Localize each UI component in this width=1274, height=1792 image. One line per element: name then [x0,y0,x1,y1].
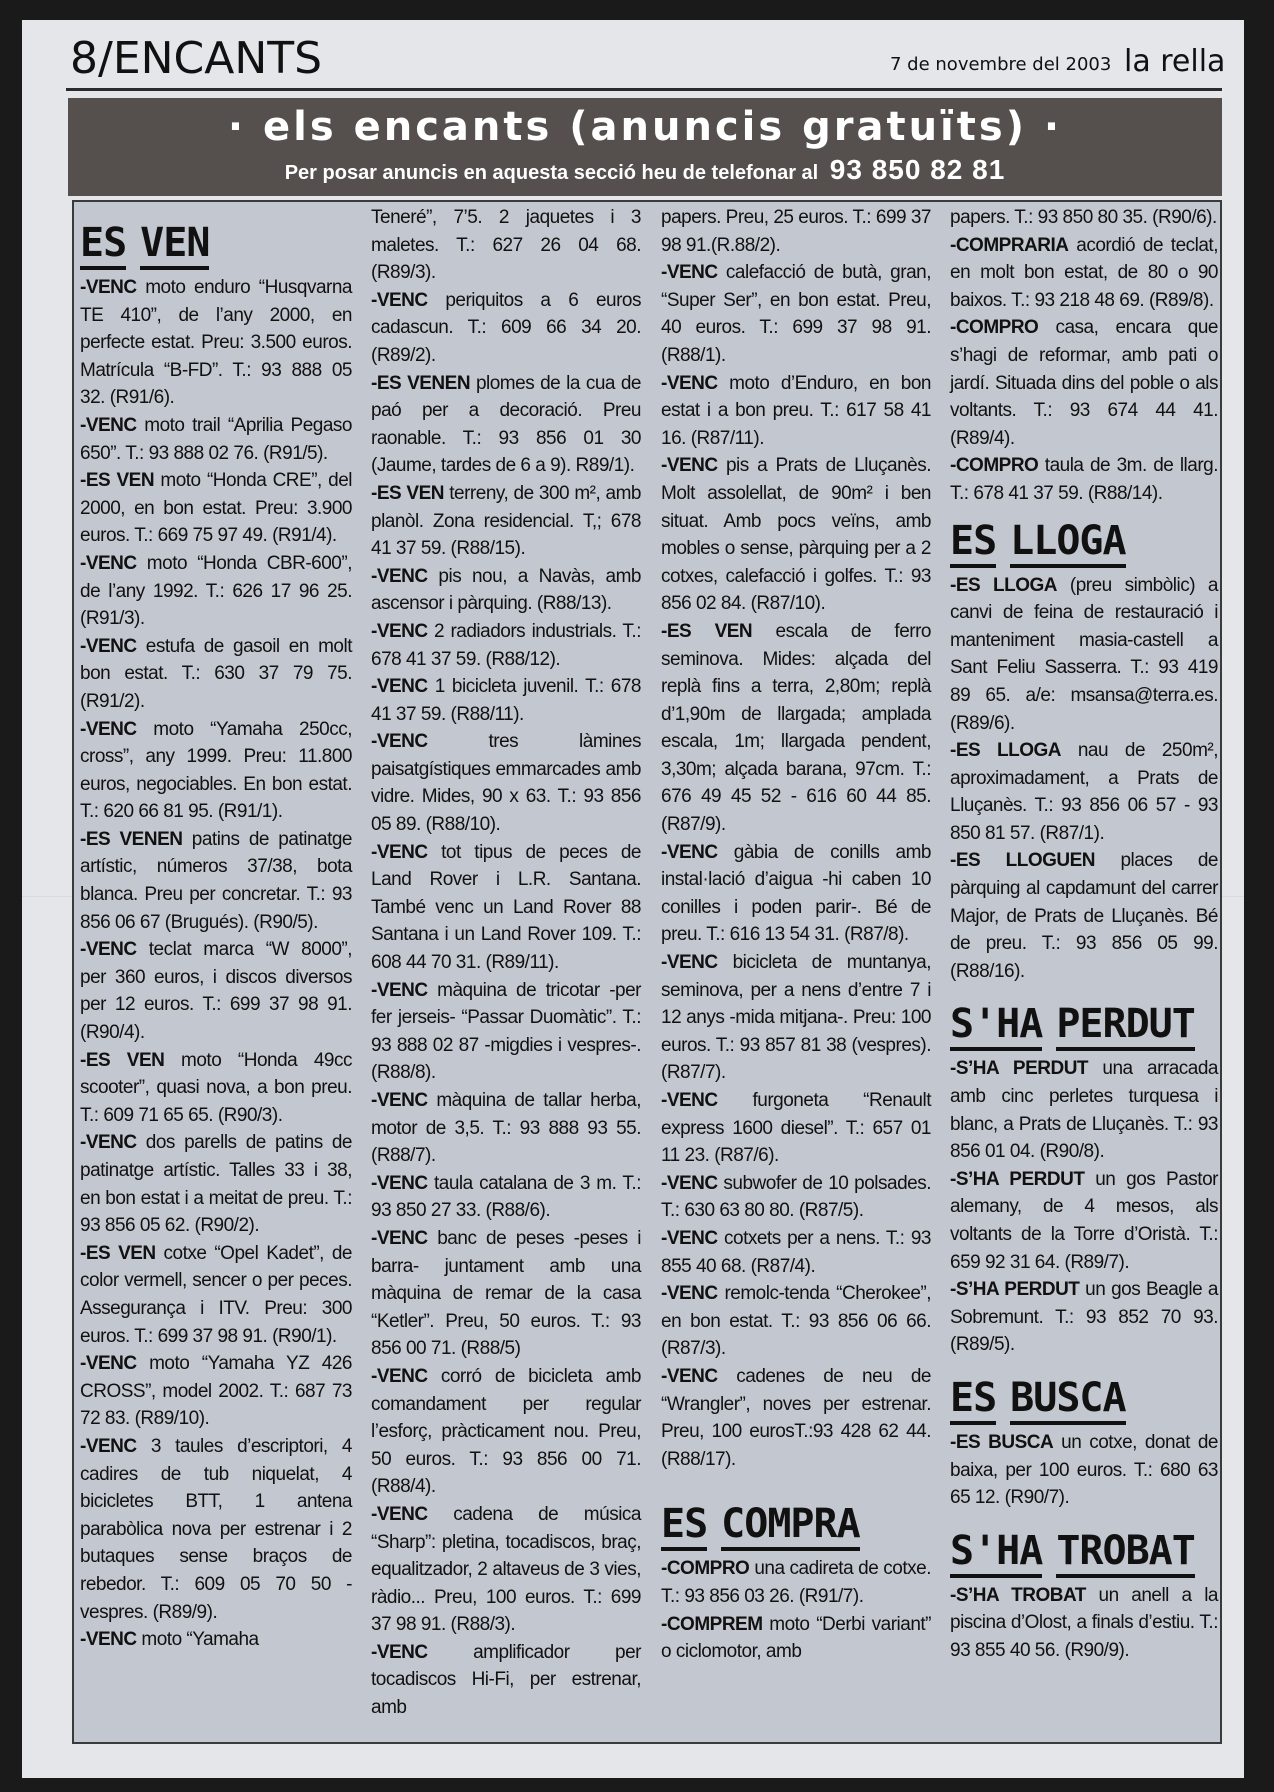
ad-keyword: -S’HA PERDUT [950,1279,1080,1301]
ad-text: cotxe “Opel Kadet”, de color vermell, sencer o per peces. Assegurança i ITV. Preu: 300 euros. T.: 699 37 98 91. (R90/1). [80,1242,352,1347]
classified-ad [950,452,1218,507]
classified-ad [950,204,1218,232]
classified-ad [950,1429,1218,1512]
ad-text: gàbia de conills amb instal·lació d’aigua -hi caben 10 conilles i poden parir-. Bé de preu. T.: 616 13 54 31. (R87/8). [661,841,931,946]
classified-ad [371,204,641,287]
ad-keyword: -COMPRARIA [950,234,1069,256]
ad-keyword: -S’HA TROBAT [950,1584,1086,1606]
ads-list [661,1555,931,1665]
ad-keyword: -VENC [661,1172,718,1194]
classified-ad [371,563,641,618]
classified-ad [80,1240,352,1350]
ad-text: bicicleta de muntanya, seminova, per a nens d’entre 7 i 12 anys -mida mitjana-. Preu: 100 euros. T.: 93 857 81 38 (vespres). (R87/7). [661,952,931,1084]
ad-keyword: -VENC [661,1227,718,1249]
heading-word: LLOGA [1010,518,1125,568]
classified-ad [371,370,641,480]
heading-es-busca [950,1369,1218,1427]
ad-keyword: -VENC [371,676,428,698]
ad-keyword: -COMPRO [661,1558,750,1580]
column-2 [371,204,641,1722]
heading-word: VEN [140,220,209,270]
ad-keyword: -VENC [371,1172,428,1194]
ad-text: cadena de música “Sharp”: pletina, tocadiscos, braç, equalitzador, 2 altaveus de 3 vies, ràdio... Preu, 100 euros. T.: 699 37 98 91. (R88/3). [371,1503,641,1636]
classified-ad [371,287,641,370]
classified-ad [371,1363,641,1501]
ad-text: moto d’Enduro, en bon estat i a bon preu. T.: 617 58 41 16. (R87/11). [661,372,931,449]
classified-ad [371,1501,641,1639]
ad-text: màquina de tricotar -per fer jerseis- “Passar Duomàtic”. T.: 93 888 02 87 -migdies i vespres-. (R88/8). [371,979,641,1084]
heading-es-ven [80,214,352,272]
ad-keyword: -VENC [661,372,718,394]
ad-keyword: -VENC [661,952,718,974]
ad-keyword: -VENC [661,1365,718,1387]
ad-text: moto “Honda CBR-600”, de l’any 1992. T.: 626 17 96 25. (R91/3). [80,552,352,630]
classified-ad [950,847,1218,985]
ad-text: plomes de la cua de paó per a decoració. Preu raonable. T.: 93 856 01 30 (Jaume, tardes de 6 a 9). R89/1). [371,372,641,477]
classified-ad [661,1363,931,1473]
classified-ad [661,370,931,453]
ad-text: acordió de teclat, en molt bon estat, de 80 o 90 baixos. T.: 93 218 48 69. (R89/8). [950,234,1218,311]
classified-ad [80,550,352,633]
heading-word: S'HA [950,1528,1042,1578]
ad-keyword: -VENC [80,939,137,961]
ad-keyword: -VENC [80,1435,137,1457]
header-rule [66,88,1222,91]
classified-ad [950,572,1218,738]
ad-keyword: -VENC [661,455,718,477]
ad-text: terreny, de 300 m², amb planòl. Zona residencial. T,; 678 41 37 59. (R88/15). [371,482,641,560]
ad-keyword: -ES VEN [80,1242,156,1264]
ad-keyword: -VENC [371,620,428,642]
ad-text: 3 taules d’escriptori, 4 cadires de tub niquelat, 4 bicicletes BTT, 1 antena parabòlica nova per estrenar i 2 butaques sense braços de rebedor. T.: 609 05 70 50 -vespres. (R89/9). [80,1435,352,1623]
classified-ad [371,1087,641,1170]
ads-list [950,204,1218,508]
ad-text: pis a Prats de Lluçanès. Molt assolellat, de 90m² i ben situat. Amb pocs veïns, amb mobles o sense, pàrquing per a 2 cotxes, calefacció i golfes. T.: 93 856 02 84. (R87/10). [661,455,931,615]
heading-sha-trobat [950,1522,1218,1580]
heading-word: ES [80,220,126,270]
ad-text: un gos Beagle a Sobremunt. T.: 93 852 70 93. (R89/5). [950,1279,1218,1356]
classified-ad [950,1582,1218,1665]
ad-keyword: -VENC [371,1090,428,1111]
banner-subtitle [68,154,1222,186]
ad-text: nau de 250m², aproximadament, a Prats de Lluçanès. T.: 93 856 06 57 - 93 850 81 57. (R87/1). [950,740,1218,844]
ad-keyword: -VENC [371,841,428,863]
classified-ad [80,1350,352,1433]
ad-keyword: -COMPRO [950,455,1039,477]
ad-text: moto “Honda 49cc scooter”, quasi nova, a bon preu. T.: 609 71 65 65. (R90/3). [80,1049,352,1126]
classified-ad [371,673,641,728]
ad-text: moto “Yamaha 250cc, cross”, any 1999. Preu: 11.800 euros, negociables. En bon estat. T.: 620 66 81 95. (R91/1). [80,718,352,823]
ad-text: banc de peses -peses i barra- juntament amb una màquina de remar de la casa “Ketler”. Preu, 50 euros. T.: 93 856 00 71. (R88/5) [371,1227,641,1360]
ad-keyword: -S’HA PERDUT [950,1168,1085,1190]
ad-keyword: -VENC [80,552,137,574]
ad-keyword: -VENC [371,979,428,1001]
ad-keyword: -VENC [371,1365,428,1387]
ad-text: papers. T.: 93 850 80 35. (R90/6). [950,207,1217,228]
ad-keyword: -ES LLOGA [950,740,1062,762]
classified-ad [950,232,1218,315]
classified-ad [80,467,352,550]
classified-ad [661,949,931,1087]
ad-text: corró de bicicleta amb comandament per regular l’esforç, pràcticament nou. Preu, 50 euros. T.: 93 856 00 71. (R88/4). [371,1365,641,1498]
classified-ad [950,1166,1218,1276]
ad-keyword: -VENC [80,718,137,740]
ad-keyword: -VENC [371,1503,428,1525]
classified-ad [371,1170,641,1225]
ad-text: moto “Yamaha [136,1629,259,1651]
ad-text: Teneré”, 7’5. 2 jaquetes i 3 maletes. T.: 627 26 04 68. (R89/3). [371,207,641,284]
ad-keyword: -VENC [661,841,718,863]
ad-text: (preu simbòlic) a canvi de feina de restauració i manteniment masia-castell a Sant Feliu Sasserra. T.: 93 419 89 65. a/e: msansa@terra.es. (R89/6). [950,574,1218,734]
ad-text: amplificador per tocadiscos Hi-Fi, per estrenar, amb [371,1641,641,1719]
ad-text: moto trail “Aprilia Pegaso 650”. T.: 93 888 02 76. (R91/5). [80,414,352,464]
ad-text: cotxets per a nens. T.: 93 855 40 68. (R87/4). [661,1227,931,1277]
ad-text: remolc-tenda “Cherokee”, en bon estat. T.: 93 856 06 66. (R87/3). [661,1283,931,1360]
ads-list [950,1055,1218,1359]
ad-text: escala de ferro seminova. Mides: alçada del replà fins a terra, 2,80m; replà d’1,90m de llargada; amplada escala, 1m; llargada pendent, 3,30m; alçada barana, 97cm. T.: 676 49 45 52 - 616 60 44 85. (R87/9). [661,620,931,836]
classified-ad [80,274,352,412]
column-3 [661,204,931,1666]
ad-text: cadenes de neu de “Wrangler”, noves per estrenar. Preu, 100 eurosT.:93 428 62 44. (R88/17). [661,1365,931,1470]
classified-ad [371,1639,641,1722]
classified-ad [371,977,641,1087]
ads-list [950,572,1218,986]
column-1 [80,210,352,1654]
classified-ad [80,633,352,716]
ad-keyword: -VENC [80,1353,137,1375]
ads-banner [68,98,1222,196]
ad-keyword: -VENC [661,262,718,284]
classified-ad [661,1280,931,1363]
ad-keyword: -ES VEN [661,620,753,642]
classified-ad [371,618,641,673]
publication-name: la rella [1124,44,1226,79]
ad-text: pis nou, a Navàs, amb ascensor i pàrquing. (R88/13). [371,565,641,615]
heading-word: TROBAT [1056,1528,1195,1578]
classified-ad [950,1276,1218,1359]
ad-text: places de pàrquing al capdamunt del carrer Major, de Prats de Lluçanès. Bé de preu. T.: 93 856 05 99. (R88/16). [950,850,1218,982]
ad-text: taula catalana de 3 m. T.: 93 850 27 33. (R88/6). [371,1172,641,1222]
heading-word: PERDUT [1056,1001,1195,1051]
classified-ad [950,1055,1218,1165]
classified-ad [80,412,352,467]
ad-text: dos parells de patins de patinatge artístic. Talles 33 i 38, en bon estat i a meitat de preu. T.: 93 856 05 62. (R90/2). [80,1132,352,1237]
ad-text: furgoneta “Renault express 1600 diesel”. T.: 657 01 11 23. (R87/6). [661,1090,931,1167]
ad-text: 1 bicicleta juvenil. T.: 678 41 37 59. (R88/11). [371,676,641,725]
ad-text: un anell a la piscina d’Olost, a finals d’estiu. T.: 93 855 40 56. (R90/9). [950,1584,1219,1661]
classified-ad [661,452,931,618]
ads-grid [72,200,1222,1744]
ad-text: un cotxe, donat de baixa, per 100 euros. T.: 680 63 65 12. (R90/7). [950,1431,1218,1509]
ad-keyword: -ES BUSCA [950,1431,1054,1453]
ad-text: un gos Pastor alemany, de 4 mesos, als voltants de la Torre d’Oristà. T.: 659 92 31 64. (R89/7). [950,1168,1218,1273]
ad-keyword: -VENC [80,635,137,657]
ad-keyword: -VENC [661,1090,718,1111]
classified-ad [80,1129,352,1239]
ad-keyword: -COMPREM [661,1613,763,1635]
ad-text: moto “Honda CRE”, del 2000, en bon estat. Preu: 3.900 euros. T.: 669 75 97 49. (R91/4). [80,470,352,547]
ad-keyword: -VENC [80,277,137,298]
ad-keyword: -S’HA PERDUT [950,1058,1089,1080]
classified-ad [661,259,931,369]
classified-ad [80,716,352,826]
classified-ad [661,1611,931,1666]
ad-text: 2 radiadors industrials. T.: 678 41 37 59. (R88/12). [371,620,641,670]
ad-keyword: -VENC [661,1283,718,1305]
ad-text: teclat marca “W 8000”, per 360 euros, i discos diversos per 12 euros. T.: 699 37 98 91. (R90/4). [80,939,352,1044]
banner-phone: 93 850 82 81 [829,154,1006,185]
ad-keyword: -VENC [371,289,428,311]
ad-text: calefacció de butà, gran, “Super Ser”, en bon estat. Preu, 40 euros. T.: 699 37 98 91. (R88/1). [661,262,931,366]
ad-keyword: -VENC [371,1641,428,1663]
classified-ad [950,314,1218,452]
ad-keyword: -VENC [80,414,137,436]
classified-ad [371,728,641,838]
ad-keyword: -COMPRO [950,317,1039,339]
ad-text: taula de 3m. de llarg. T.: 678 41 37 59. (R88/14). [950,455,1218,504]
ad-text: subwofer de 10 polsades. T.: 630 63 80 80. (R87/5). [661,1172,931,1222]
classified-ad [80,936,352,1046]
classified-ad [661,618,931,839]
ads-list [80,274,352,1654]
ads-list [371,204,641,1722]
ad-text: màquina de tallar herba, motor de 3,5. T.: 93 888 93 55. (R88/7). [371,1090,641,1167]
ad-text: moto “Derbi variant” o ciclomotor, amb [661,1613,931,1663]
ad-keyword: -ES VENEN [80,828,183,850]
classified-ad [371,839,641,977]
classified-ad [80,826,352,936]
ads-list [950,1582,1218,1665]
banner-subtitle-text: Per posar anuncis en aquesta secció heu de telefonar al [284,162,819,184]
ad-keyword: -VENC [371,1227,428,1249]
heading-es-compra [661,1495,931,1553]
banner-title: · els encants (anuncis gratuïts) · [227,104,1063,150]
ad-keyword: -ES LLOGUEN [950,850,1096,872]
ad-keyword: -ES VEN [80,1049,165,1071]
heading-word: ES [661,1501,707,1551]
ad-keyword: -ES LLOGA [950,574,1058,596]
heading-word: S'HA [950,1001,1042,1051]
ad-text: patins de patinatge artístic, números 37/38, bota blanca. Preu per concretar. T.: 93 856 06 67 (Brugués). (R90/5). [80,828,352,933]
ads-list [950,1429,1218,1512]
heading-es-lloga [950,512,1218,570]
classified-ad [661,839,931,949]
classified-ad [371,480,641,563]
ad-text: tres làmines paisatgístiques emmarcades amb vidre. Mides, 90 x 63. T.: 93 856 05 89. (R88/10). [371,731,641,836]
ad-text: moto “Yamaha YZ 426 CROSS”, model 2002. T.: 687 73 72 83. (R89/10). [80,1353,352,1430]
heading-word: ES [950,1375,996,1425]
heading-word: ES [950,518,996,568]
issue-date: 7 de novembre del 2003 [890,54,1112,75]
column-4 [950,204,1218,1665]
ad-keyword: -VENC [80,1629,137,1651]
heading-word: COMPRA [721,1501,860,1551]
ad-keyword: -ES VEN [371,482,444,504]
ad-text: moto enduro “Husqvarna TE 410”, de l’any 2000, en perfecte estat. Preu: 3.500 euros. Matrícula “B-FD”. T.: 93 888 05 32. (R91/6). [80,277,352,409]
classified-ad [950,737,1218,847]
ad-keyword: -ES VENEN [371,372,471,394]
classified-ad [80,1433,352,1626]
ad-text: una arracada amb cinc perletes turquesa i blanc, a Prats de Lluçanès. T.: 93 856 01 04. (R90/8). [950,1058,1218,1163]
ad-text: casa, encara que s’hagi de reformar, amb pati o jardí. Situada dins del poble o als voltants. T.: 93 674 44 41. (R89/4). [950,317,1218,449]
ad-keyword: -ES VEN [80,470,155,492]
classified-ad [661,1225,931,1280]
ad-keyword: -VENC [371,731,428,753]
ad-text: periquitos a 6 euros cadascun. T.: 609 66 34 20. (R89/2). [371,289,641,366]
heading-sha-perdut [950,995,1218,1053]
section-title: 8/ENCANTS [70,33,323,84]
classified-ad [661,1170,931,1225]
classified-ad [371,1225,641,1363]
ad-text: una cadireta de cotxe. T.: 93 856 03 26. (R91/7). [661,1558,931,1607]
heading-word: BUSCA [1010,1375,1125,1425]
ad-text: papers. Preu, 25 euros. T.: 699 37 98 91.(R.88/2). [661,207,931,256]
ad-keyword: -VENC [80,1132,137,1154]
ads-list [661,204,931,1473]
classified-ad [661,204,931,259]
ad-text: estufa de gasoil en molt bon estat. T.: 630 37 79 75. (R91/2). [80,635,352,712]
classified-ad [80,1626,352,1654]
ad-text: tot tipus de peces de Land Rover i L.R. Santana. També venc un Land Rover 88 Santana i un Land Rover 109. T.: 608 44 70 31. (R89/11). [371,841,641,974]
ad-keyword: -VENC [371,565,428,587]
classified-ad [661,1555,931,1610]
classified-ad [80,1047,352,1130]
classified-ad [661,1087,931,1170]
